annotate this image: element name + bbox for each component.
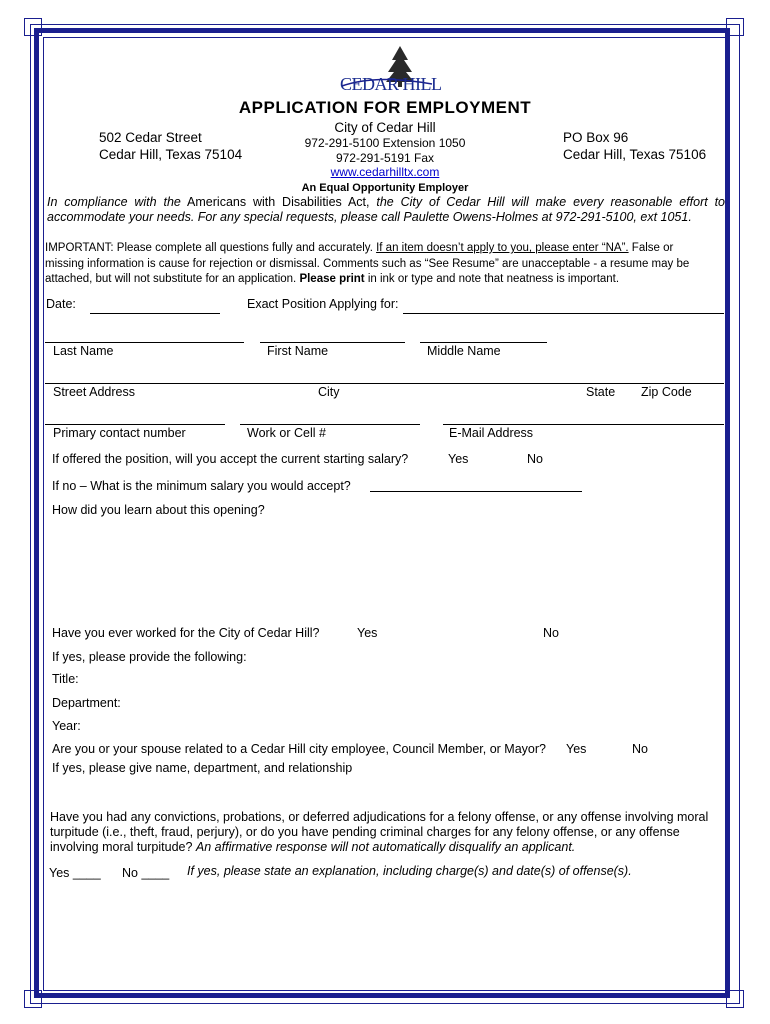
year-label: Year: (52, 719, 81, 733)
salary-no-option[interactable]: No (527, 452, 543, 466)
primary-contact-field[interactable] (45, 424, 225, 425)
position-field[interactable] (403, 313, 724, 314)
middle-name-field[interactable] (420, 342, 547, 343)
middle-name-label: Middle Name (427, 344, 501, 358)
zip-code-label: Zip Code (641, 385, 692, 399)
first-name-label: First Name (267, 344, 329, 358)
conviction-yes-blank[interactable]: Yes ____ (49, 866, 101, 880)
related-followup-label: If yes, please give name, department, and relationship (52, 761, 353, 775)
salary-yes-option[interactable]: Yes (448, 452, 469, 466)
important-line2: missing information is cause for rejection or dismissal. Comments such as “See Resume” are unacceptable - a resume may be (45, 258, 690, 270)
primary-contact-label: Primary contact number (53, 426, 186, 440)
important-text-d: in ink or type and note that neatness is important. (364, 273, 620, 285)
email-field[interactable] (443, 424, 724, 425)
corner-ornament-tr (726, 18, 744, 36)
org-phone: 972-291-5100 Extension 1050 (304, 136, 466, 150)
learn-opening-question: How did you learn about this opening? (52, 503, 265, 517)
right-address-line1: PO Box 96 (563, 130, 629, 145)
page-title: APPLICATION FOR EMPLOYMENT (238, 98, 532, 117)
org-fax: 972-291-5191 Fax (335, 151, 435, 165)
title-label: Title: (52, 672, 79, 686)
related-no-option[interactable]: No (632, 742, 648, 756)
date-label: Date: (46, 297, 76, 311)
email-label: E-Mail Address (449, 426, 534, 440)
related-yes-option[interactable]: Yes (566, 742, 587, 756)
important-line3 (45, 273, 619, 285)
important-text-c: attached, but will not substitute for an application. (45, 273, 300, 285)
compliance-text-b: Americans with Disabilities Act, (187, 195, 370, 209)
corner-ornament-bl (24, 990, 42, 1008)
department-label: Department: (52, 696, 121, 710)
conviction-explain-label: If yes, please state an explanation, including charge(s) and date(s) of offense(s). (187, 864, 632, 878)
compliance-text-a: In compliance with the (47, 195, 181, 209)
conviction-line2: turpitude (i.e., theft, fraud, perjury), or do you have pending criminal charges for any felony offense, or any offense (50, 825, 680, 839)
important-text-bold: Please print (299, 273, 365, 285)
compliance-line2: accommodate your needs. For any special requests, please call Paulette Owens-Holmes at 972-291-5100, ext 1051. (47, 210, 692, 224)
org-name: City of Cedar Hill (334, 120, 436, 135)
compliance-text-c: the City of Cedar Hill will make every reasonable effort to (376, 195, 725, 209)
important-line1 (45, 242, 673, 254)
last-name-field[interactable] (45, 342, 244, 343)
conviction-text-italic: An affirmative response will not automatically disqualify an applicant. (195, 840, 576, 854)
worked-no-option[interactable]: No (543, 626, 559, 640)
conviction-line3 (50, 840, 575, 854)
logo-text: CEDAR HILL (340, 74, 442, 94)
important-text-b: False or (628, 242, 674, 254)
cedar-hill-logo (336, 44, 442, 96)
address-field[interactable] (45, 383, 724, 384)
left-address-line2: Cedar Hill, Texas 75104 (99, 147, 243, 162)
eoe-statement: An Equal Opportunity Employer (301, 182, 469, 194)
city-label: City (318, 385, 340, 399)
work-cell-field[interactable] (240, 424, 420, 425)
corner-ornament-tl (24, 18, 42, 36)
conviction-text-a: involving moral turpitude? (50, 840, 196, 854)
right-address-line2: Cedar Hill, Texas 75106 (563, 147, 707, 162)
street-address-label: Street Address (53, 385, 135, 399)
worked-yes-option[interactable]: Yes (357, 626, 378, 640)
state-label: State (586, 385, 616, 399)
related-question: Are you or your spouse related to a Cedar Hill city employee, Council Member, or Mayor? (52, 742, 546, 756)
first-name-field[interactable] (260, 342, 405, 343)
compliance-line1 (47, 195, 725, 209)
left-address-line1: 502 Cedar Street (99, 130, 202, 145)
work-cell-label: Work or Cell # (247, 426, 326, 440)
conviction-line1: Have you had any convictions, probations, or deferred adjudications for a felony offense, or any offense involving moral (50, 810, 709, 824)
important-text-underlined: If an item doesn’t apply to you, please enter “NA”. (376, 242, 629, 254)
website-link[interactable]: www.cedarhilltx.com (330, 165, 440, 179)
worked-city-question: Have you ever worked for the City of Cedar Hill? (52, 626, 320, 640)
last-name-label: Last Name (53, 344, 114, 358)
min-salary-question: If no – What is the minimum salary you would accept? (52, 479, 351, 493)
min-salary-field[interactable] (370, 491, 582, 492)
salary-question: If offered the position, will you accept the current starting salary? (52, 452, 409, 466)
corner-ornament-br (726, 990, 744, 1008)
conviction-no-blank[interactable]: No ____ (122, 866, 170, 880)
date-field[interactable] (90, 313, 220, 314)
position-label: Exact Position Applying for: (247, 297, 399, 311)
if-yes-provide-label: If yes, please provide the following: (52, 650, 247, 664)
important-text-a: IMPORTANT: Please complete all questions fully and accurately. (45, 242, 377, 254)
